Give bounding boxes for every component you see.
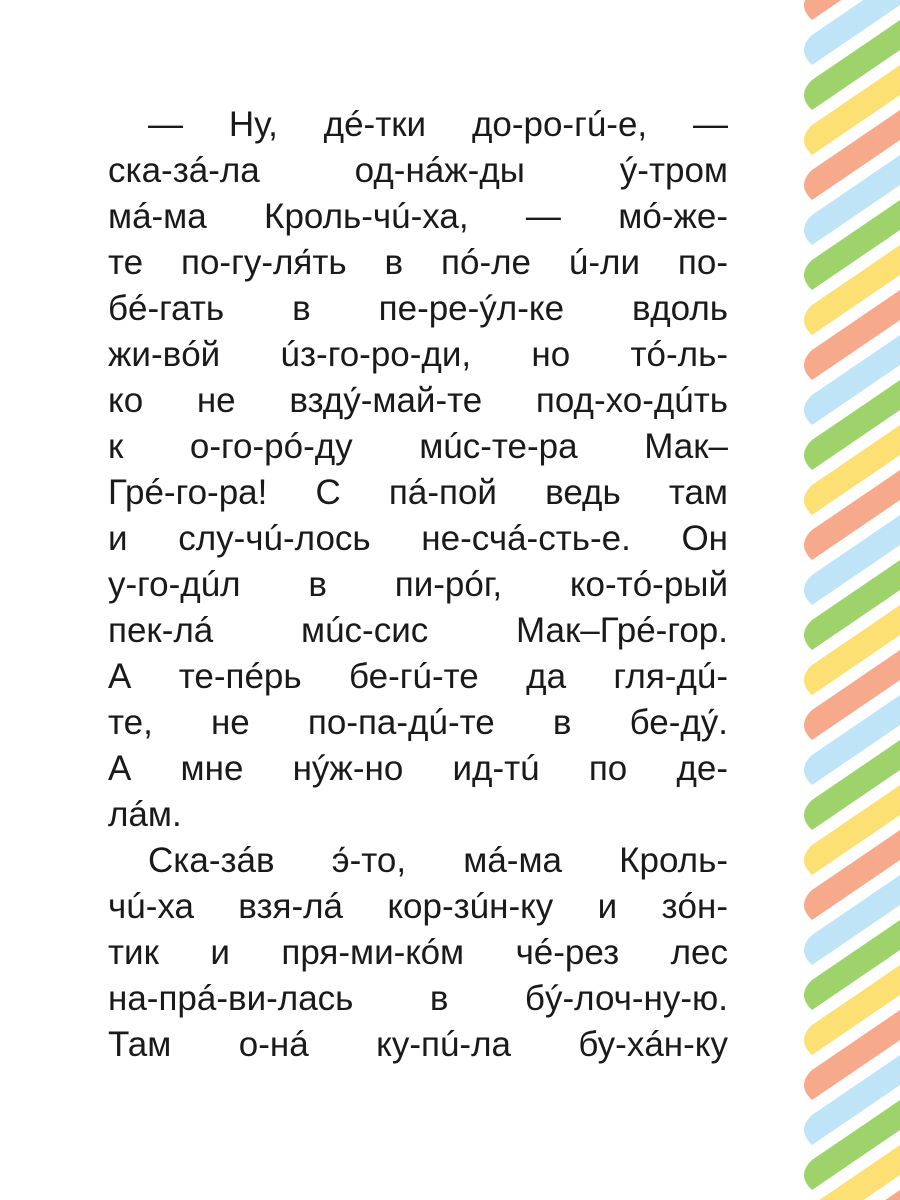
text-line: бé-гать в пе-ре-ýл-ке вдоль (108, 289, 728, 328)
text-line: тик и пря-ми-кóм чé-рез лес (108, 933, 728, 972)
text-line: на-прá-ви-лась в бý-лоч-ну-ю. (108, 979, 728, 1018)
text-line: мá-ма Кроль-чú-ха, — мó-же- (108, 197, 728, 236)
text-line: лáм. (108, 795, 182, 834)
text-line: Грé-го-ра! С пá-пой ведь там (108, 473, 728, 512)
stripe-pattern (800, 0, 900, 1200)
text-line: А те-пéрь бе-гú-те да гля-дú- (108, 657, 728, 696)
text-line: те, не по-па-дú-те в бе-ду́. (108, 703, 728, 742)
text-line: к о-го-рó-ду мúс-те-ра Мак– (108, 427, 728, 466)
text-line: те по-гу-ля́ть в пó-ле ú-ли по- (108, 243, 728, 282)
text-line: ска-зá-ла од-нáж-ды ý-тром (108, 151, 728, 190)
story-text (108, 102, 728, 1068)
text-line: жи-вóй úз-го-ро-ди, но тó-ль- (108, 335, 728, 374)
text-line: чú-ха взя-лá кор-зúн-ку и зóн- (108, 887, 728, 926)
text-line: Ска-зáв э́-то, мá-ма Кроль- (148, 841, 728, 880)
decorative-border (800, 0, 900, 1200)
text-line: Там о-нá ку-пú-ла бу-хáн-ку (108, 1025, 728, 1064)
text-line: пек-лá мúс-сис Мак–Грé-гор. (108, 611, 728, 650)
text-line: и слу-чú-лось не-счá-сть-е. Он (108, 519, 728, 558)
text-line: ко не взду́-май-те под-хо-дúть (108, 381, 728, 420)
text-line: у-го-дúл в пи-рóг, ко-тó-рый (108, 565, 728, 604)
text-line: А мне нýж-но ид-тú по де- (108, 749, 728, 788)
text-line: — Ну, дé-тки до-ро-гú-е, — (148, 105, 728, 144)
